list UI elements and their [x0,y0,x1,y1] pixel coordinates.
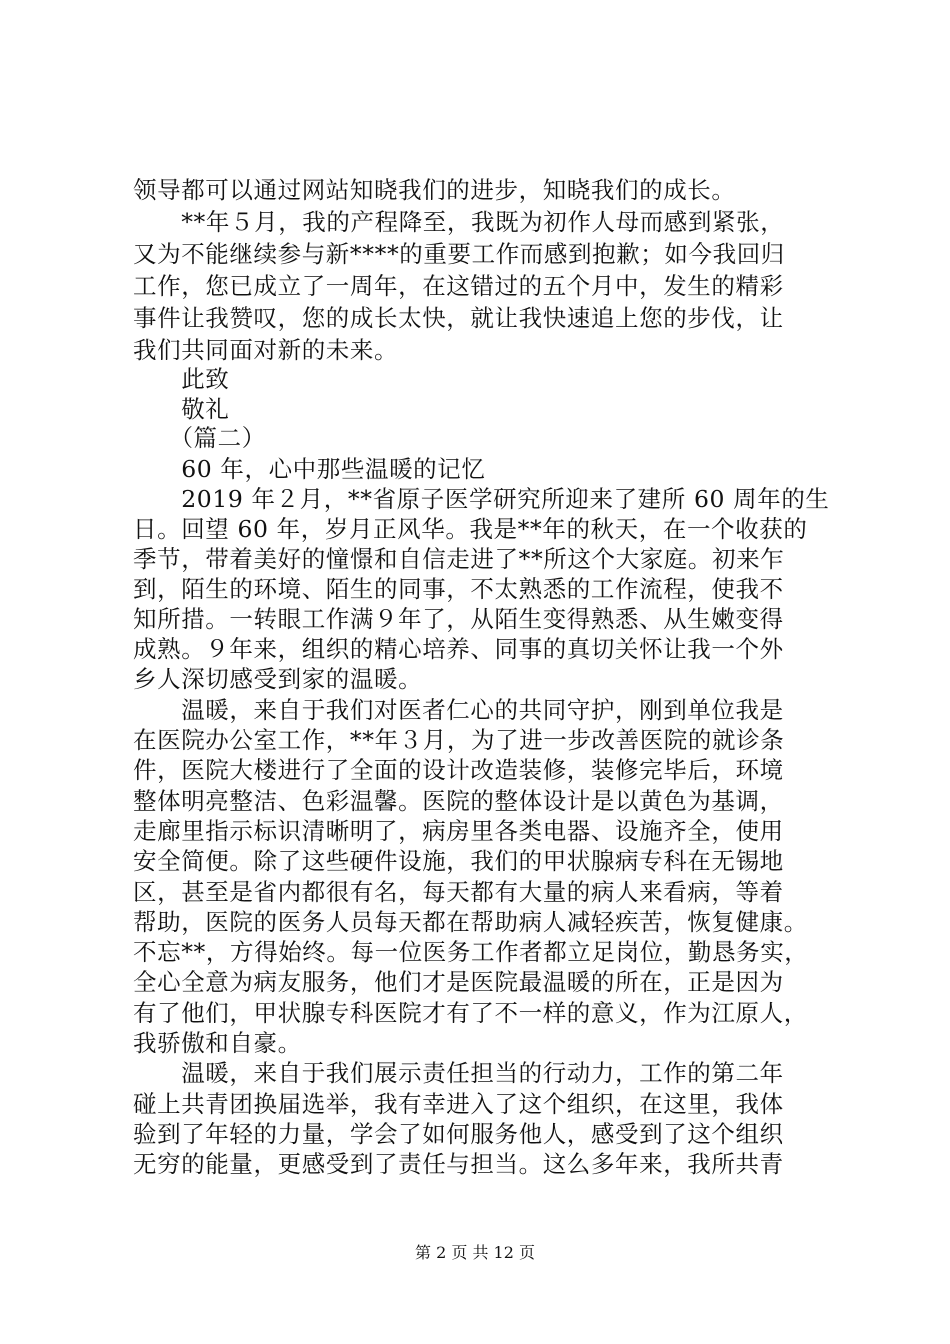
text-line: 2019 年２月，**省原子医学研究所迎来了建所 60 周年的生 [133,485,830,513]
article-title: 60 年，心中那些温暖的记忆 [133,455,486,483]
text-line: 乡人深切感受到家的温暖。 [133,665,423,693]
text-line: 又为不能继续参与新****的重要工作而感到抱歉；如今我回归 [133,240,785,268]
text-line: **年５月，我的产程降至，我既为初作人母而感到紧张， [133,208,785,236]
text-line: 安全简便。除了这些硬件设施，我们的甲状腺病专科在无锡地 [133,847,784,875]
text-line: 季节，带着美好的憧憬和自信走进了**所这个大家庭。初来乍 [133,545,785,573]
text-line: 领导都可以通过网站知晓我们的进步，知晓我们的成长。 [133,176,736,204]
text-line: 温暖，来自于我们对医者仁心的共同守护，刚到单位我是 [133,696,784,724]
text-line: 件，医院大楼进行了全面的设计改造装修，装修完毕后，环境 [133,756,784,784]
text-line: 走廊里指示标识清晰明了，病房里各类电器、设施齐全，使用 [133,817,784,845]
text-line: 不忘**，方得始终。每一位医务工作者都立足岗位，勤恳务实， [133,938,809,966]
text-line: 温暖，来自于我们展示责任担当的行动力，工作的第二年 [133,1059,784,1087]
text-line: 整体明亮整洁、色彩温馨。医院的整体设计是以黄色为基调， [133,787,784,815]
text-line: 成熟。９年来，组织的精心培养、同事的真切关怀让我一个外 [133,635,784,663]
text-line: 我骄傲和自豪。 [133,1029,302,1057]
text-line: 在医院办公室工作，**年３月，为了进一步改善医院的就诊条 [133,726,785,754]
text-line: 此致 [133,365,230,393]
text-line: 验到了年轻的力量，学会了如何服务他人，感受到了这个组织 [133,1120,784,1148]
text-line: 到，陌生的环境、陌生的同事，不太熟悉的工作流程，使我不 [133,575,784,603]
text-line: 帮助，医院的医务人员每天都在帮助病人减轻疾苦，恢复健康。 [133,908,808,936]
text-line: 我们共同面对新的未来。 [133,336,399,364]
text-line: 敬礼 [133,395,230,423]
text-line: 全心全意为病友服务，他们才是医院最温暖的所在，正是因为 [133,968,784,996]
text-line: 区，甚至是省内都很有名，每天都有大量的病人来看病，等着 [133,878,784,906]
text-line: 知所措。一转眼工作满９年了，从陌生变得熟悉、从生嫩变得 [133,605,784,633]
text-line: 无穷的能量，更感受到了责任与担当。这么多年来，我所共青 [133,1150,784,1178]
text-line: 碰上共青团换届选举，我有幸进入了这个组织，在这里，我体 [133,1090,784,1118]
text-line: 事件让我赞叹，您的成长太快，就让我快速追上您的步伐，让 [133,304,784,332]
section-heading: （篇二） [133,424,266,452]
page-number-footer: 第 2 页 共 12 页 [415,1243,535,1262]
text-line: 日。回望 60 年，岁月正风华。我是**年的秋天，在一个收获的 [133,515,808,543]
text-line: 工作，您已成立了一周年，在这错过的五个月中，发生的精彩 [133,272,784,300]
text-line: 有了他们，甲状腺专科医院才有了不一样的意义，作为江原人， [133,999,808,1027]
